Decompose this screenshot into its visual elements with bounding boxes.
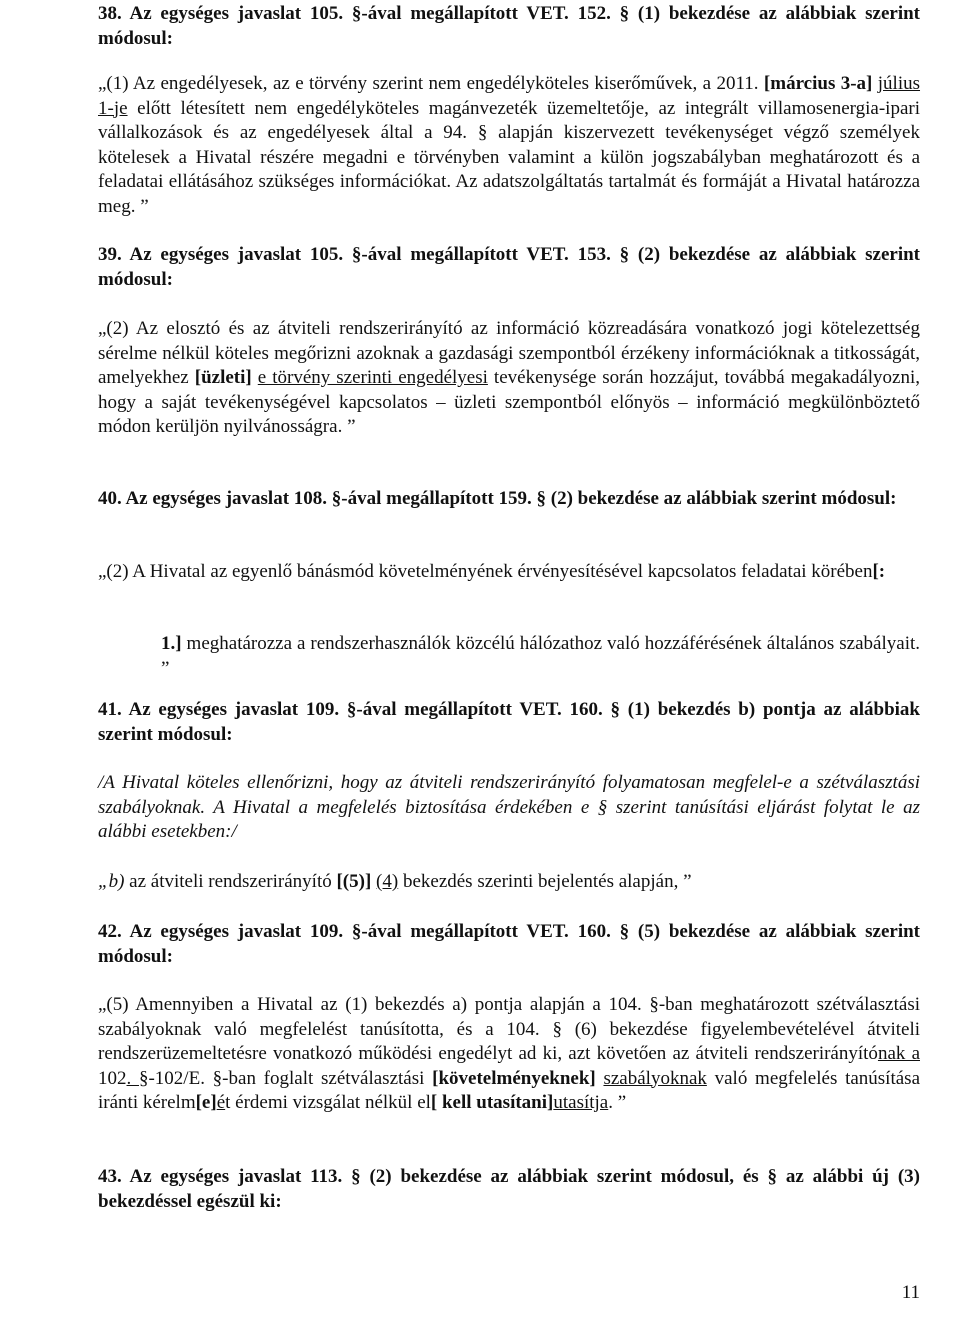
- section-38-heading: 38. Az egységes javaslat 105. §-ával megállapított VET. 152. § (1) bekezdése az alábbiak szerint módosul:: [98, 3, 920, 49]
- text-run: tevékenysége során hozzájut, továbbá megakadályozni, hogy a saját tevékenységével kapcsolatos – üzleti szempontból előnyös – információ megkülönböztető módon kerüljön nyilvánosságra. ”: [98, 367, 920, 437]
- section-38-text: [98, 72, 920, 219]
- text-run: „b): [98, 871, 125, 892]
- text-run: az átviteli rendszerirányító: [124, 871, 337, 892]
- text-run: „(2) Az elosztó és az átviteli rendszerirányító az információ közreadására vonatkozó jogi kötelezettség sérelme nélkül köteles megőrizni azoknak a gazdasági szempontból érzékeny információknak a titkosságát, amelyekhez: [98, 318, 920, 388]
- text-run: /A Hivatal köteles ellenőrizni, hogy az átviteli rendszerirányító folyamatosan megfelel-e a szétválasztási szabályoknak. A Hivatal a megfelelés biztosítása érdekében e § szerint tanúsítási eljárást folytat le az alábbi esetekben:/: [98, 772, 920, 842]
- section-41-intro: [98, 771, 920, 845]
- text-run: (4): [376, 871, 399, 892]
- text-run: 1.]: [161, 633, 182, 654]
- text-run: nak a: [877, 1043, 920, 1064]
- text-run: .: [126, 1067, 139, 1089]
- text-run: t érdemi vizsgálat nélkül el: [225, 1092, 431, 1113]
- text-run: é: [216, 1092, 226, 1113]
- text-run: [e]: [195, 1092, 217, 1113]
- text-run: e törvény szerinti engedélyesi: [257, 367, 488, 388]
- text-run: szabályoknak: [603, 1067, 707, 1089]
- section-40-heading: 40. Az egységes javaslat 108. §-ával megállapított 159. § (2) bekezdése az alábbiak szerint módosul:: [98, 488, 897, 509]
- text-run: való megfelelés tanúsítása iránti kérelm: [98, 1067, 920, 1113]
- text-run: [ kell utasítani]: [430, 1092, 554, 1113]
- section-40-text: [98, 560, 920, 585]
- text-run: meghatározza a rendszerhasználók közcélú hálózathoz való hozzáférésének általános szabályait. ”: [161, 633, 920, 679]
- text-run: §-102/E. §-ban foglalt szétválasztási: [138, 1067, 433, 1089]
- text-run: „(1) Az engedélyesek, az e törvény szerint nem engedélyköteles kiserőművek, a 2011.: [98, 73, 764, 94]
- text-run: „(2) A Hivatal az egyenlő bánásmód követelményének érvényesítésével kapcsolatos feladatai körében: [98, 561, 873, 582]
- text-run: „(5) Amennyiben a Hivatal az (1) bekezdés a) pontja alapján a 104. §-ban meghatározott szétválasztási szabályoknak való megfelelést tanúsította, és a 104. § (6) bekezdése figyelembevételével átviteli rendszerüzemeltetésre vonatkozó működési engedélyt ad ki, azt követően az átviteli rendszerirányító: [98, 994, 920, 1064]
- section-41-text: [98, 870, 920, 895]
- page-number: 11: [901, 1282, 920, 1303]
- text-run: előtt létesített nem engedélyköteles magánvezeték üzemeltetője, az integrált villamosenergia-ipari vállalkozások és az engedélyesek által a 94. § alapján kiszervezett tevékenységet végző személyek kötelesek a Hivatal részére megadni e törvényben valamint a külön jogszabályban meghatározott és a feladatai ellátásához szükséges információkat. Az adatszolgáltatás tartalmát és formáját a Hivatal határozza meg. ”: [98, 97, 920, 217]
- text-run: [március 3-a]: [763, 73, 873, 94]
- section-41-heading: 41. Az egységes javaslat 109. §-ával megállapított VET. 160. § (1) bekezdés b) pontja az alábbiak szerint módosul:: [98, 699, 920, 745]
- section-40-point: [161, 632, 920, 681]
- text-run: [:: [872, 561, 886, 582]
- text-run: . ”: [608, 1092, 627, 1113]
- section-42-text: [98, 993, 920, 1116]
- text-run: bekezdés szerinti bejelentés alapján, ”: [398, 871, 692, 892]
- section-43-heading: 43. Az egységes javaslat 113. § (2) bekezdése az alábbiak szerint módosul, és § az alábbi új (3) bekezdéssel egészül ki:: [98, 1166, 920, 1212]
- section-39-text: [98, 317, 920, 440]
- section-39-heading: 39. Az egységes javaslat 105. §-ával megállapított VET. 153. § (2) bekezdése az alábbiak szerint módosul:: [98, 244, 920, 290]
- text-run: július 1-je: [98, 73, 921, 119]
- text-run: [(5)]: [336, 871, 372, 892]
- section-42-heading: 42. Az egységes javaslat 109. §-ával megállapított VET. 160. § (5) bekezdése az alábbiak szerint módosul:: [98, 921, 920, 967]
- text-run: utasítja: [553, 1092, 609, 1113]
- text-run: [üzleti]: [194, 367, 252, 388]
- text-run: [követelményeknek]: [432, 1067, 596, 1089]
- text-run: 102: [98, 1067, 127, 1089]
